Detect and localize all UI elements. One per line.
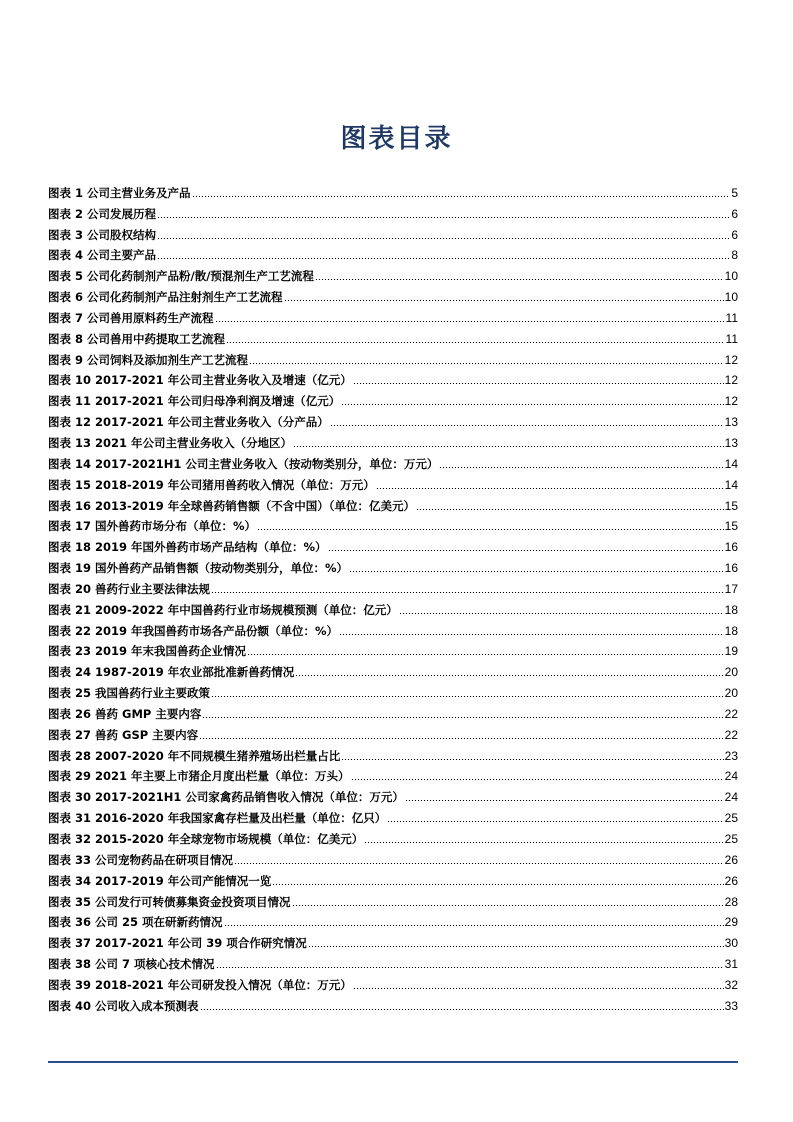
toc-entry[interactable] [48,909,738,930]
footer-divider [48,1061,738,1063]
toc-entry[interactable] [48,554,738,575]
toc-entry-label: 图表 32 2015-2020 年全球宠物市场规模（单位：亿美元） [48,832,364,846]
toc-dot-leader [308,946,724,947]
toc-entry[interactable] [48,492,738,513]
toc-entry[interactable] [48,367,738,388]
toc-entry-label: 图表 31 2016-2020 年我国家禽存栏量及出栏量（单位：亿只） [48,811,387,826]
toc-dot-leader [272,884,723,885]
toc-entry-label: 图表 37 2017-2021 年公司 39 项合作研究情况 [48,936,307,951]
toc-entry-label: 图表 29 2021 年主要上市猪企月度出栏量（单位：万头） [48,769,350,784]
toc-entry[interactable] [48,262,738,283]
toc-entry-label: 图表 2 公司发展历程 [48,206,157,221]
toc-entry[interactable] [48,846,738,867]
toc-dot-leader [199,738,723,739]
toc-entry[interactable] [48,283,738,304]
toc-entry-page-number: 32 [724,977,738,992]
toc-dot-leader [353,988,724,989]
toc-entry[interactable] [48,596,738,617]
toc-entry-page-number: 6 [731,206,738,221]
toc-entry-page-number: 28 [724,894,738,909]
toc-entry-page-number: 12 [724,352,738,367]
toc-entry-page-number: 29 [724,915,738,930]
toc-entry[interactable] [48,992,738,1013]
toc-entry[interactable] [48,471,738,492]
toc-entry-label: 图表 16 2013-2019 年全球兽药销售额（不含中国）（单位：亿美元） [48,498,416,513]
toc-entry-label: 图表 30 2017-2021H1 公司家禽药品销售收入情况（单位：万元） [48,790,404,805]
toc-dot-leader [339,634,724,635]
toc-dot-leader [249,363,724,364]
toc-entry-label: 图表 36 公司 25 项在研新药情况 [48,915,223,930]
toc-entry-label: 图表 22 2019 年我国兽药市场各产品份额（单位：%） [48,623,339,638]
toc-entry-label: 图表 23 2019 年末我国兽药企业情况 [48,644,247,659]
toc-entry-page-number: 20 [724,665,738,680]
toc-entry-label: 图表 18 2019 年国外兽药市场产品结构（单位：%） [48,540,327,555]
toc-entry[interactable] [48,408,738,429]
toc-dot-leader [341,404,723,405]
toc-entry[interactable] [48,450,738,471]
toc-dot-leader [315,279,724,280]
toc-entry[interactable] [48,429,738,450]
toc-entry[interactable] [48,325,738,346]
toc-entry-page-number: 11 [725,310,738,325]
toc-entry-label: 图表 8 公司兽用中药提取工艺流程 [48,331,226,346]
toc-dot-leader [200,1009,724,1010]
toc-dot-leader [211,696,724,697]
toc-entry[interactable] [48,742,738,763]
toc-dot-leader [257,529,724,530]
toc-entry-label: 图表 7 公司兽用原料药生产流程 [48,310,214,325]
toc-dot-leader [295,675,723,676]
toc-dot-leader [328,550,724,551]
toc-entry-page-number: 5 [731,185,738,200]
toc-entry-label: 图表 10 2017-2021 年公司主营业务收入及增速（亿元） [48,373,352,388]
toc-entry[interactable] [48,804,738,825]
toc-entry-page-number: 26 [724,852,738,867]
toc-dot-leader [353,383,724,384]
toc-entry[interactable] [48,971,738,992]
toc-entry-label: 图表 12 2017-2021 年公司主营业务收入（分产品） [48,415,329,430]
toc-dot-leader [364,842,723,843]
toc-dot-leader [234,863,724,864]
toc-entry-label: 图表 34 2017-2019 年公司产能情况一览 [48,873,272,888]
toc-entry-label: 图表 3 公司股权结构 [48,227,157,242]
toc-dot-leader [202,717,723,718]
toc-dot-leader [157,238,730,239]
toc-entry-page-number: 16 [724,561,738,576]
toc-dot-leader [211,592,724,593]
toc-entry-label: 图表 39 2018-2021 年公司研发投入情况（单位：万元） [48,977,352,992]
toc-entry-label: 图表 11 2017-2021 年公司归母净利润及增速（亿元） [48,394,341,409]
toc-entry-page-number: 17 [724,581,738,596]
toc-entry-page-number: 15 [724,498,738,513]
toc-entry-label: 图表 38 公司 7 项核心技术情况 [48,957,215,972]
toc-entry-label: 图表 5 公司化药制剂产品粉/散/预混剂生产工艺流程 [48,269,314,284]
toc-entry-label: 图表 35 公司发行可转债募集资金投资项目情况 [48,894,291,909]
toc-entry-page-number: 13 [724,435,738,450]
toc-entry[interactable] [48,179,738,200]
toc-dot-leader [293,446,724,447]
toc-entry-page-number: 33 [724,998,738,1013]
toc-entry-label: 图表 27 兽药 GSP 主要内容 [48,727,199,742]
toc-dot-leader [192,196,731,197]
toc-entry[interactable] [48,387,738,408]
toc-entry-page-number: 8 [731,248,738,263]
toc-entry-label: 图表 25 我国兽药行业主要政策 [48,686,211,701]
toc-dot-leader [224,925,724,926]
toc-entry[interactable] [48,950,738,971]
toc-entry[interactable] [48,200,738,221]
toc-dot-leader [292,905,724,906]
toc-dot-leader [247,654,724,655]
page-title: 图表目录 [340,124,453,154]
toc-entry[interactable] [48,658,738,679]
toc-entry-label: 图表 40 公司收入成本预测表 [48,998,199,1013]
toc-entry-page-number: 11 [725,331,738,346]
toc-dot-leader [226,342,725,343]
toc-dot-leader [439,467,723,468]
toc-entry[interactable] [48,783,738,804]
figure-toc-list [48,179,738,1013]
toc-entry-label: 图表 19 国外兽药产品销售额（按动物类别分，单位：%） [48,561,349,576]
toc-entry[interactable] [48,221,738,242]
toc-entry-page-number: 16 [724,540,738,555]
toc-entry[interactable] [48,533,738,554]
toc-entry[interactable] [48,825,738,846]
toc-dot-leader [416,509,724,510]
toc-entry[interactable] [48,513,738,534]
toc-entry-page-number: 25 [724,832,738,846]
toc-entry[interactable] [48,721,738,742]
toc-entry-page-number: 18 [724,623,738,638]
toc-entry-page-number: 31 [724,957,738,972]
toc-entry[interactable] [48,575,738,596]
toc-entry-page-number: 6 [731,227,738,242]
toc-entry-page-number: 22 [724,706,738,721]
toc-entry-page-number: 12 [724,373,738,388]
toc-entry-label: 图表 26 兽药 GMP 主要内容 [48,706,202,721]
toc-entry-label: 图表 15 2018-2019 年公司猪用兽药收入情况（单位：万元） [48,477,375,492]
toc-entry-label: 图表 20 兽药行业主要法律法规 [48,581,211,596]
toc-entry-page-number: 13 [724,415,738,430]
toc-entry-label: 图表 4 公司主要产品 [48,248,157,263]
toc-entry-page-number: 22 [724,727,738,742]
toc-entry-page-number: 20 [724,686,738,701]
toc-entry-page-number: 23 [724,748,738,763]
toc-dot-leader [215,321,725,322]
toc-entry-page-number: 30 [724,936,738,951]
toc-entry[interactable] [48,679,738,700]
toc-dot-leader [376,488,724,489]
toc-entry-page-number: 18 [724,602,738,617]
toc-dot-leader [330,425,724,426]
toc-entry-label: 图表 1 公司主营业务及产品 [48,185,191,200]
toc-dot-leader [349,571,724,572]
toc-entry-label: 图表 17 国外兽药市场分布（单位：%） [48,519,257,534]
toc-dot-leader [399,613,724,614]
toc-entry-label: 图表 9 公司饲料及添加剂生产工艺流程 [48,352,249,367]
toc-dot-leader [387,821,723,822]
toc-entry[interactable] [48,763,738,784]
toc-entry-label: 图表 21 2009-2022 年中国兽药行业市场规模预测（单位：亿元） [48,602,398,617]
toc-entry-page-number: 24 [724,790,738,805]
toc-entry-label: 图表 24 1987-2019 年农业部批准新兽药情况 [48,665,295,680]
toc-entry-page-number: 12 [724,394,738,409]
toc-dot-leader [341,759,723,760]
toc-dot-leader [351,779,724,780]
toc-entry[interactable] [48,242,738,263]
toc-entry-page-number: 25 [724,811,738,826]
toc-dot-leader [284,300,724,301]
toc-entry-label: 图表 14 2017-2021H1 公司主营业务收入（按动物类别分，单位：万元） [48,456,439,471]
toc-entry-page-number: 19 [724,644,738,659]
toc-entry[interactable] [48,888,738,909]
toc-entry-page-number: 24 [724,769,738,784]
toc-dot-leader [157,217,730,218]
toc-entry[interactable] [48,304,738,325]
toc-entry-page-number: 14 [724,456,738,471]
toc-entry[interactable] [48,617,738,638]
toc-entry-label: 图表 6 公司化药制剂产品注射剂生产工艺流程 [48,290,283,305]
toc-entry-label: 图表 33 公司宠物药品在研项目情况 [48,852,234,867]
toc-entry[interactable] [48,700,738,721]
toc-dot-leader [157,258,730,259]
toc-entry-label: 图表 28 2007-2020 年不同规模生猪养殖场出栏量占比 [48,748,341,763]
toc-entry-page-number: 15 [724,519,738,534]
toc-entry-label: 图表 13 2021 年公司主营业务收入（分地区） [48,435,293,450]
toc-entry-page-number: 26 [724,873,738,888]
toc-entry-page-number: 14 [724,477,738,492]
toc-entry-page-number: 10 [724,269,738,284]
toc-dot-leader [405,800,724,801]
toc-entry[interactable] [48,929,738,950]
toc-entry-page-number: 10 [724,290,738,305]
toc-entry[interactable] [48,867,738,888]
toc-dot-leader [216,967,724,968]
toc-entry[interactable] [48,638,738,659]
toc-entry[interactable] [48,346,738,367]
